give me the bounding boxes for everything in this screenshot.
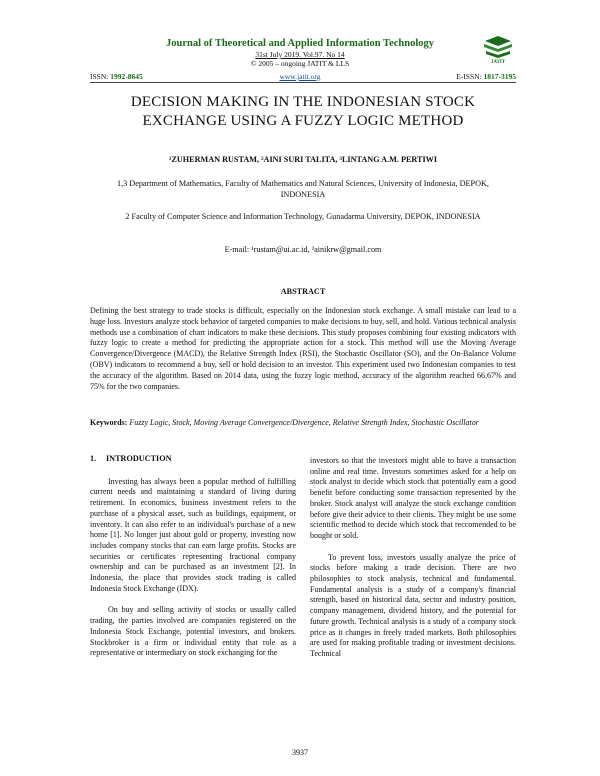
affiliation-2: 2 Faculty of Computer Science and Information Technology, Gunadarma University, DEPOK, INDONESIA (125, 212, 481, 221)
section-heading (90, 454, 296, 465)
authors: ¹ZUHERMAN RUSTAM, ²AINI SURI TALITA, ³LINTANG A.M. PERTIWI (168, 155, 438, 164)
affiliation-1: 1,3 Department of Mathematics, Faculty of Mathematics and Natural Sciences, University of Indonesia, DEPOK, INDONESIA (117, 179, 489, 199)
header-divider (90, 82, 516, 83)
keywords-label: Keywords: (90, 418, 128, 427)
keywords-list: Fuzzy Logic, Stock, Moving Average Convergence/Divergence, Relative Strength Index, Stochastic Oscillator (129, 418, 479, 427)
journal-title: Journal of Theoretical and Applied Information Technology (166, 38, 434, 49)
body-paragraph: On buy and selling activity of stocks or usually called trading, the parties involved are companies registered on the Indonesia Stock Exchange, potential investors, and brokers. Stockbroker is a firm or individual entity that role as a representative or intermediary on stock exchanging for the (90, 605, 296, 658)
page-number: 3937 (292, 748, 308, 757)
abstract-heading: ABSTRACT (280, 287, 326, 296)
body-paragraph: Investing has always been a popular method of fulfilling current needs and maintaining a standard of living during retirement. In economics, business investment refers to the purchase of a physical asset, such as buildings, equipment, or inventory. It can also refer to an individual's purchase of a new home [1]. No longer just about gold or property, investing now includes company stocks that can earn large profits. Stocks are securities or certificates representing fractional company ownership and can be purchased as an investment [2]. In Indonesia, the place that provides stock trading is called Indonesia Stock Exchange (IDX). (90, 476, 296, 593)
section-number: 1. (90, 454, 97, 463)
left-column (90, 454, 296, 659)
body-paragraph: To prevent loss, investors usually analyze the price of stocks before making a trade decision. There are two philosophies to stock analysis, technical and fundamental. Fundamental analysis is a study of a company's financial strength, based on historical data, sector and industry position, company management, dividend history, and the potential for future growth. Technical analysis is a study of a company stock price as it changes in freely traded markets. Both philosophies are used for making profitable trading or investment decisions. Technical (310, 552, 516, 658)
paper-title (90, 93, 516, 131)
author-emails: E-mail: ¹rustam@ui.ac.id, ²ainikrw@gmail.com (224, 245, 382, 254)
issue-date[interactable]: 31st July 2019. Vol.97. No 14 (255, 50, 345, 59)
keywords (90, 418, 516, 429)
title-line-1: DECISION MAKING IN THE INDONESIAN STOCK (130, 94, 476, 110)
abstract-text: Defining the best strategy to trade stocks is difficult, especially on the Indonesian stock exchange. A small mistake can lead to a huge loss. Investors analyze stock behavior of targeted companies to make decisions to buy, sell, and hold. Various technical analysis methods use a combination of chart indicators to make these decisions. This study proposes combining four existing indicators with fuzzy logic to create a method for predicting the appropriate action for a stock. This method will use the Moving Average Convergence/Divergence (MACD), the Relative Strength Index (RSI), the Stochastic Oscillator (SO), and the On-Balance Volume (OBV) indicators to recommend a buy, sell or hold decision to an investor. This experiment used two Indonesian companies to test the accuracy of the algorithm. Based on 2014 data, using the fuzzy logic method, accuracy of the algorithm reached 66.67% and 75% for the two companies. (90, 306, 516, 391)
right-column (310, 456, 516, 660)
logo-text: JATIT (490, 60, 506, 65)
title-line-2: EXCHANGE USING A FUZZY LOGIC METHOD (142, 113, 464, 129)
section-title: INTRODUCTION (106, 454, 172, 463)
issn-label: ISSN: (90, 72, 109, 81)
eissn-value: 1817-3195 (483, 72, 516, 81)
body-paragraph: investors so that the investors might able to have a transaction online and real time. Investors sometimes asked for a help on stock analyst to decide which stock that potentially earn a good benefit before conducting some transaction represented by the broker. Stock analyst will analyze the stock exchange condition before give their advice to their clients. They might be use some scientific method to decide which stock that reccomended to be bought or sold. (310, 456, 516, 540)
jatit-logo-icon (481, 35, 515, 63)
copyright-line: © 2005 – ongoing JATIT & LLS (250, 59, 350, 68)
eissn (456, 72, 516, 81)
eissn-label: E-ISSN: (456, 72, 482, 81)
issn-value: 1992-8645 (110, 72, 143, 81)
website-link[interactable]: www.jatit.org (279, 72, 321, 81)
